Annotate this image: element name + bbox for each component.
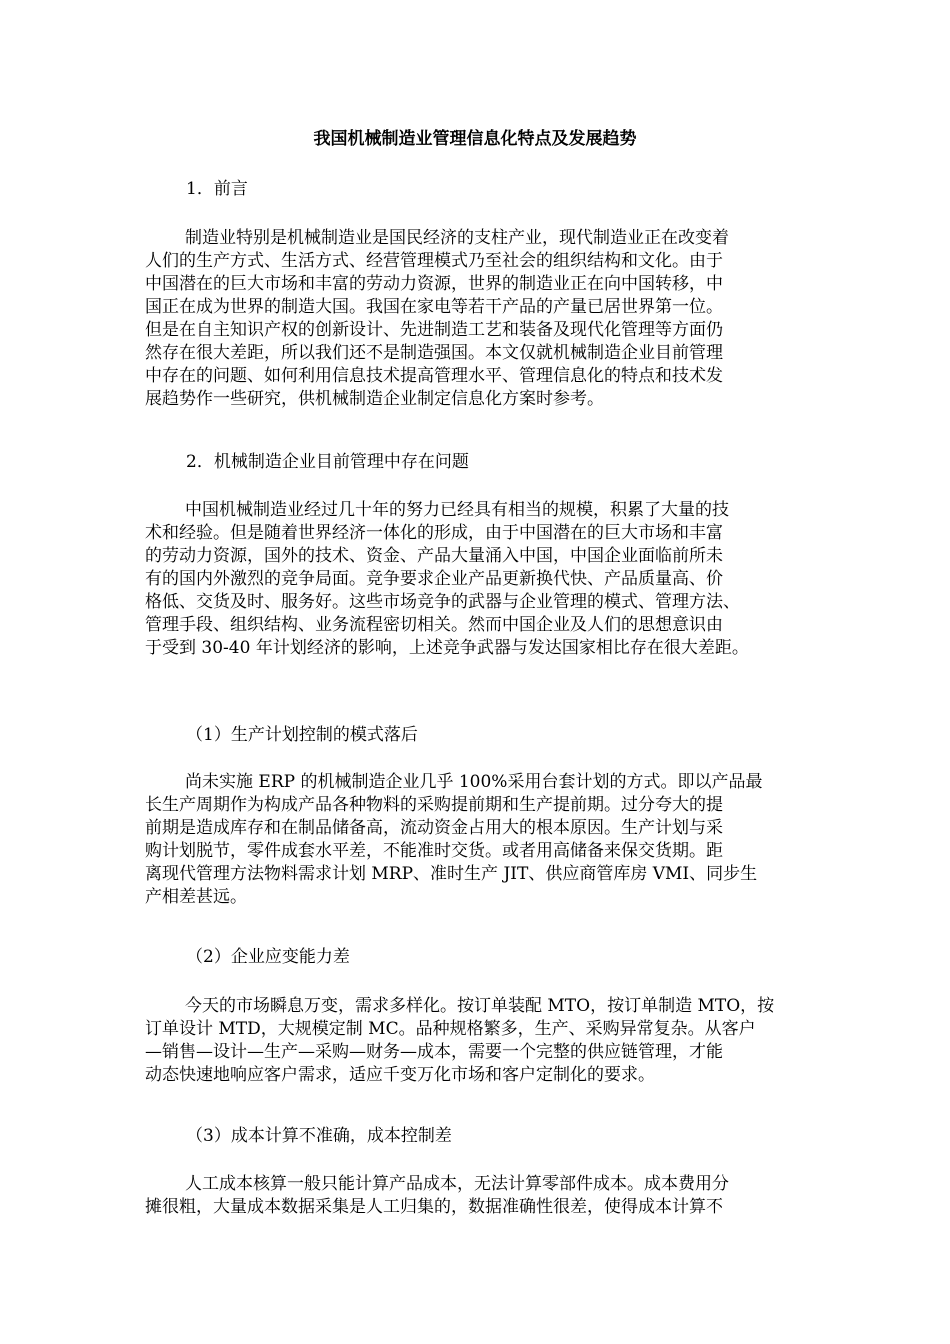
paragraph-line: 中国潜在的巨大市场和丰富的劳动力资源，世界的制造业正在向中国转移，中	[145, 274, 723, 294]
section-heading-adaptability: （2）企业应变能力差	[186, 947, 350, 967]
paragraph-line: 中存在的问题、如何利用信息技术提高管理水平、管理信息化的特点和技术发	[145, 366, 723, 386]
paragraph-line: 前期是造成库存和在制品储备高，流动资金占用大的根本原因。生产计划与采	[145, 818, 723, 838]
paragraph-line: 购计划脱节，零件成套水平差，不能准时交货。或者用高储备来保交货期。距	[145, 841, 723, 861]
section-heading-introduction: 1．前言	[186, 179, 248, 199]
paragraph-line: 术和经验。但是随着世界经济一体化的形成，由于中国潜在的巨大市场和丰富	[145, 523, 723, 543]
paragraph-line: 管理手段、组织结构、业务流程密切相关。然而中国企业及人们的思想意识由	[145, 615, 723, 635]
paragraph-line: 摊很粗，大量成本数据采集是人工归集的，数据准确性很差，使得成本计算不	[145, 1197, 723, 1217]
paragraph-line: 的劳动力资源，国外的技术、资金、产品大量涌入中国，中国企业面临前所未	[145, 546, 723, 566]
section-heading-production-planning: （1）生产计划控制的模式落后	[186, 725, 418, 745]
paragraph-line: 但是在自主知识产权的创新设计、先进制造工艺和装备及现代化管理等方面仍	[145, 320, 723, 340]
section-heading-cost-control: （3）成本计算不准确，成本控制差	[186, 1126, 452, 1146]
paragraph-line: 人工成本核算一般只能计算产品成本，无法计算零部件成本。成本费用分	[185, 1174, 729, 1194]
document-title: 我国机械制造业管理信息化特点及发展趋势	[313, 129, 637, 149]
paragraph-line: 制造业特别是机械制造业是国民经济的支柱产业，现代制造业正在改变着	[185, 228, 729, 248]
paragraph-line: 离现代管理方法物料需求计划 MRP、准时生产 JIT、供应商管库房 VMI、同步生	[145, 864, 758, 884]
paragraph-line: 动态快速地响应客户需求，适应千变万化市场和客户定制化的要求。	[145, 1065, 655, 1085]
paragraph-line: —销售—设计—生产—采购—财务—成本，需要一个完整的供应链管理，才能	[145, 1042, 723, 1062]
paragraph-line: 于受到 30-40 年计划经济的影响，上述竞争武器与发达国家相比存在很大差距。	[145, 638, 749, 658]
paragraph-line: 展趋势作一些研究，供机械制造企业制定信息化方案时参考。	[145, 389, 604, 409]
paragraph-line: 尚未实施 ERP 的机械制造企业几乎 100%采用台套计划的方式。即以产品最	[185, 772, 763, 792]
paragraph-line: 人们的生产方式、生活方式、经营管理模式乃至社会的组织结构和文化。由于	[145, 251, 723, 271]
paragraph-line: 有的国内外激烈的竞争局面。竞争要求企业产品更新换代快、产品质量高、价	[145, 569, 723, 589]
section-paragraph-problems	[145, 499, 810, 660]
section-paragraph-cost-control	[145, 1173, 810, 1219]
section-paragraph-production-planning	[145, 771, 810, 909]
paragraph-line: 然存在很大差距，所以我们还不是制造强国。本文仅就机械制造企业目前管理	[145, 343, 723, 363]
paragraph-line: 订单设计 MTD，大规模定制 MC。品种规格繁多，生产、采购异常复杂。从客户	[145, 1019, 756, 1039]
paragraph-line: 长生产周期作为构成产品各种物料的采购提前期和生产提前期。过分夸大的提	[145, 795, 723, 815]
paragraph-line: 今天的市场瞬息万变，需求多样化。按订单装配 MTO，按订单制造 MTO，按	[185, 996, 775, 1016]
paragraph-line: 产相差甚远。	[145, 887, 247, 907]
section-paragraph-introduction	[145, 227, 810, 411]
section-heading-problems: 2．机械制造企业目前管理中存在问题	[186, 452, 469, 472]
section-paragraph-adaptability	[145, 995, 810, 1087]
paragraph-line: 中国机械制造业经过几十年的努力已经具有相当的规模，积累了大量的技	[185, 500, 729, 520]
paragraph-line: 国正在成为世界的制造大国。我国在家电等若干产品的产量已居世界第一位。	[145, 297, 723, 317]
paragraph-line: 格低、交货及时、服务好。这些市场竞争的武器与企业管理的模式、管理方法、	[145, 592, 740, 612]
